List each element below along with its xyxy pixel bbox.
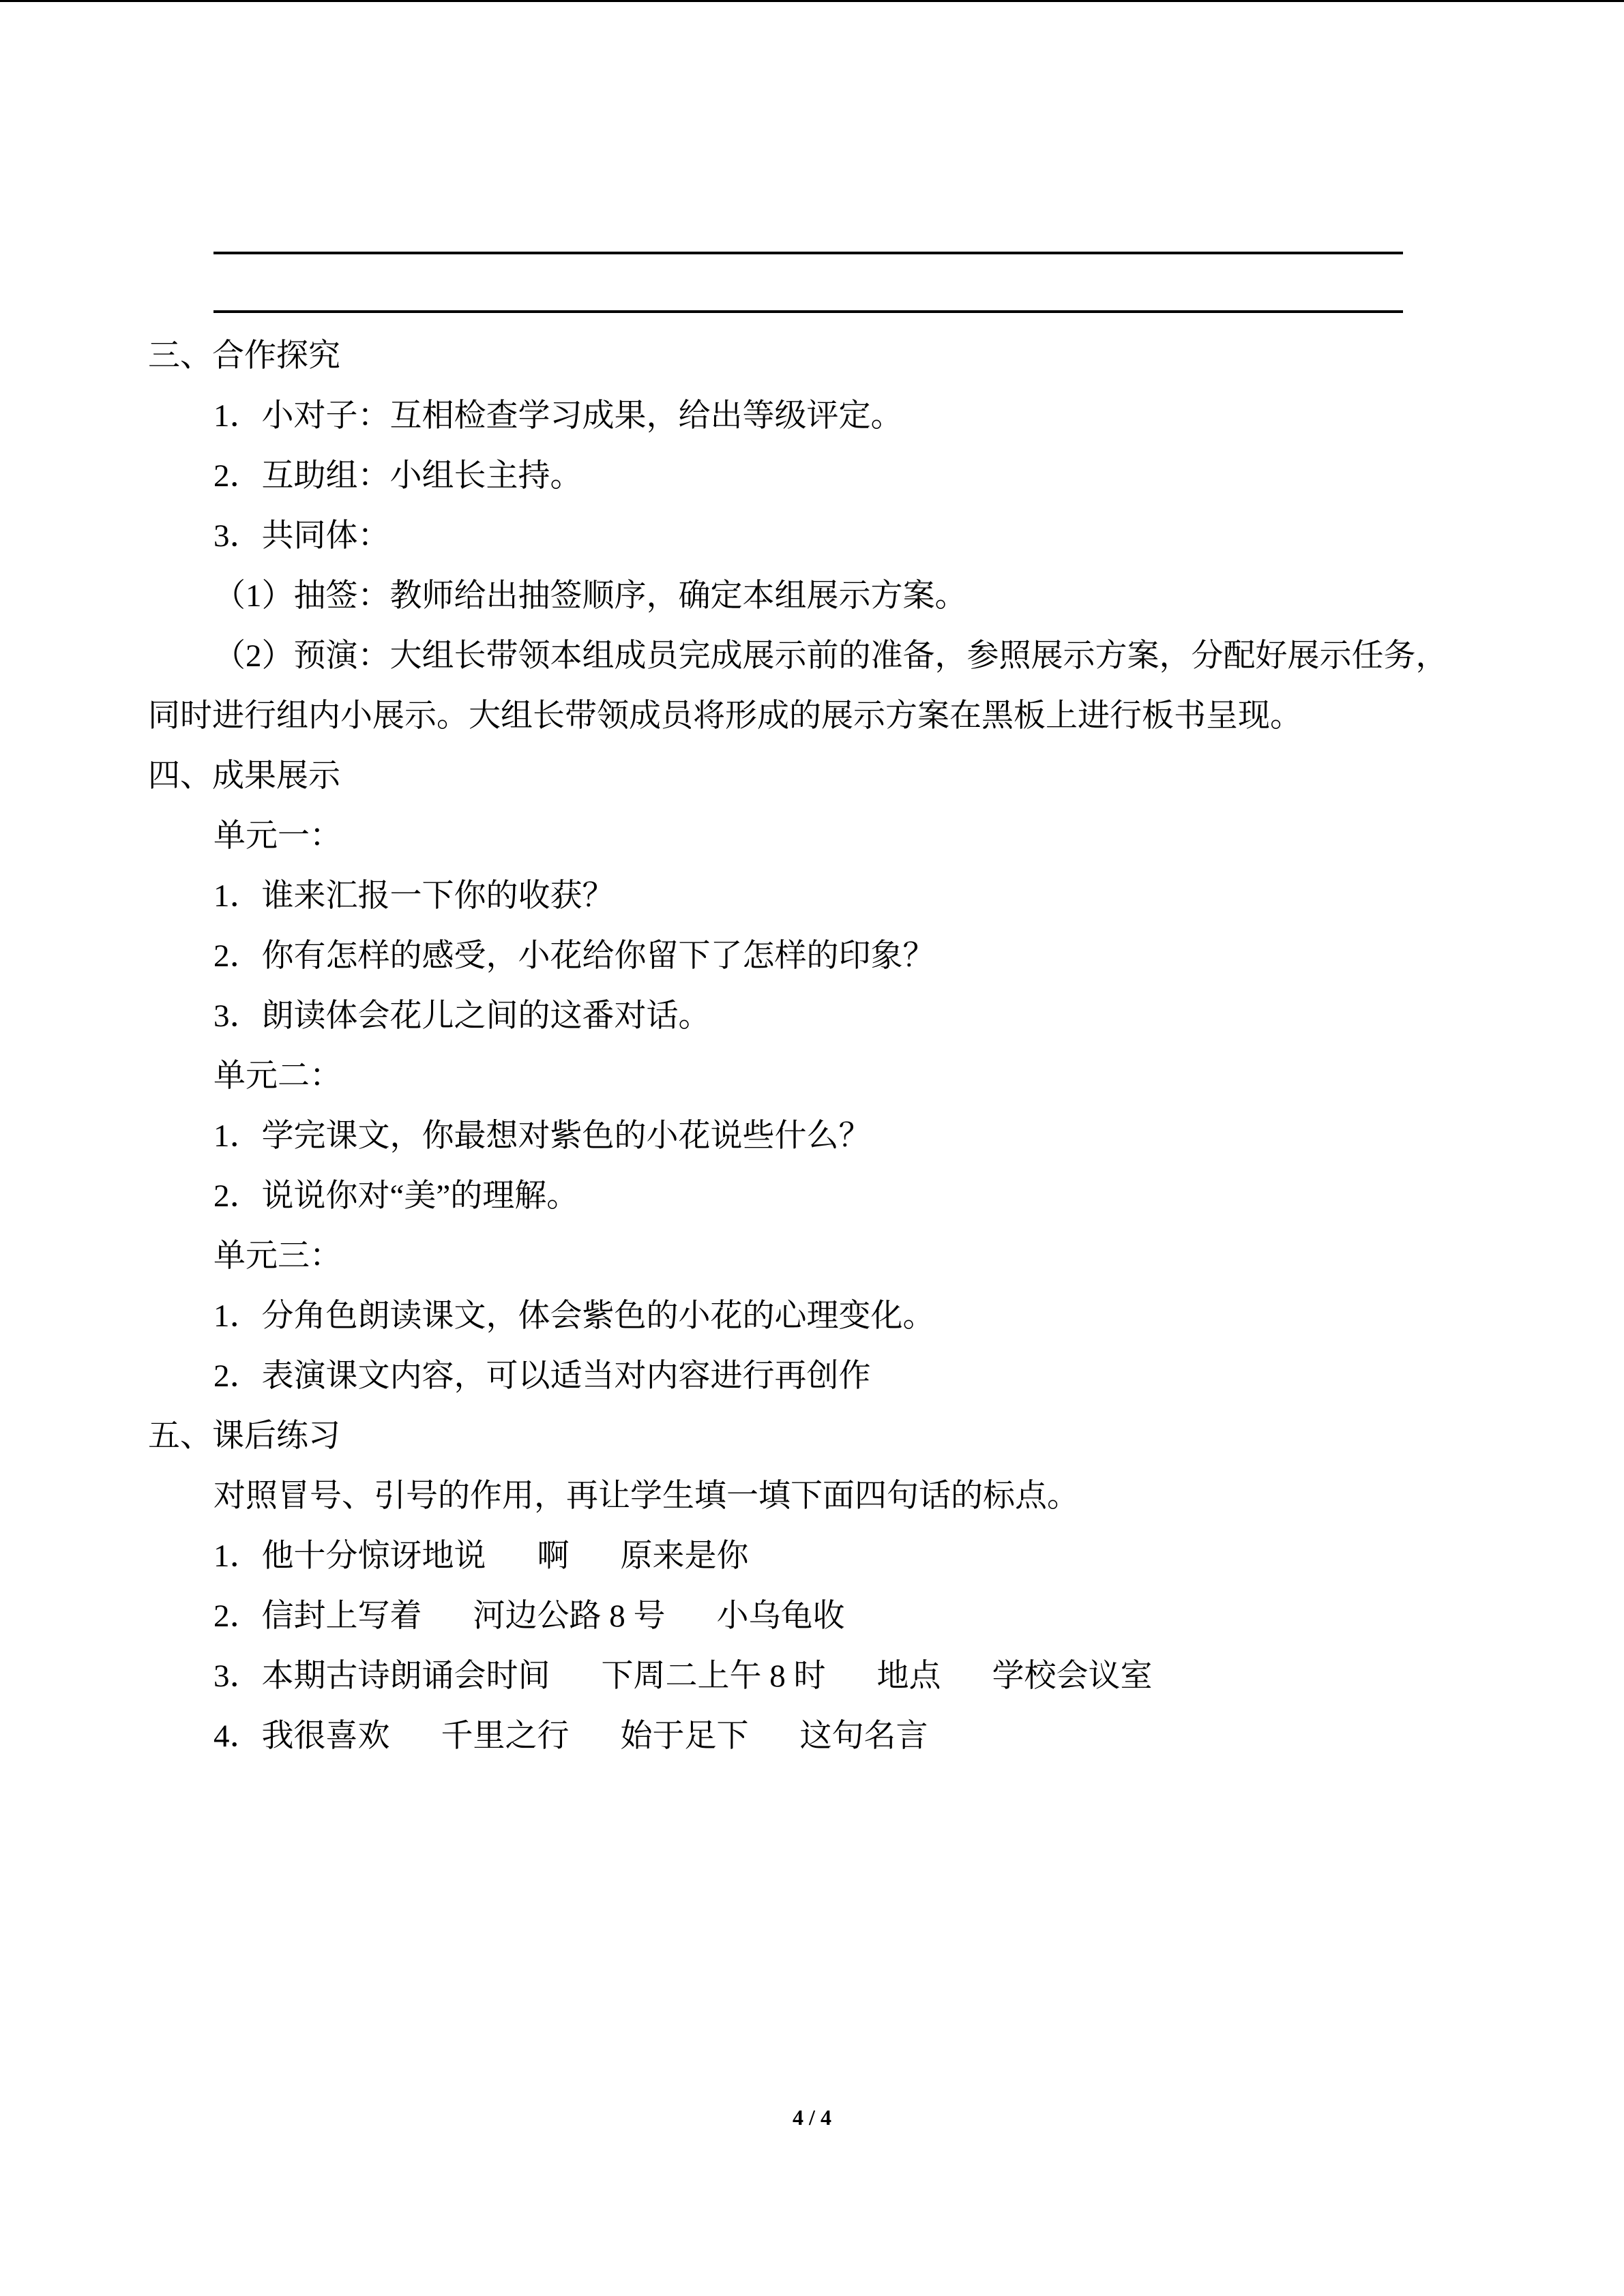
sentence-part: 河边公路 8 号	[473, 1598, 666, 1634]
sub-list-item: （1）抽签：教师给出抽签顺序，确定本组展示方案。	[213, 578, 967, 614]
unit-label: 单元三：	[213, 1238, 342, 1274]
sentence-part: 3．本期古诗朗诵会时间	[213, 1658, 550, 1694]
list-item: 1．小对子：互相检查学习成果，给出等级评定。	[213, 398, 903, 434]
page-number: 4 / 4	[793, 2105, 831, 2130]
document-body	[148, 326, 1464, 1766]
sentence-part: 小乌龟收	[716, 1598, 845, 1634]
list-item: 2．说说你对“美”的理解。	[213, 1178, 579, 1214]
list-item: 2．你有怎样的感受，小花给你留下了怎样的印象？	[213, 938, 935, 974]
unit-label: 单元二：	[213, 1058, 342, 1094]
list-item: 2．表演课文内容，可以适当对内容进行再创作	[213, 1358, 871, 1394]
list-item: 1．学完课文，你最想对紫色的小花说些什么？	[213, 1118, 871, 1154]
sentence-part: 2．信封上写着	[213, 1598, 422, 1634]
section-heading-results-presentation: 四、成果展示	[148, 758, 340, 794]
exercise-sentence	[148, 1646, 1464, 1706]
exercise-intro: 对照冒号、引号的作用，再让学生填一填下面四句话的标点。	[213, 1478, 1079, 1514]
sentence-part: 这句名言	[799, 1718, 928, 1754]
page-top-rule	[0, 0, 1624, 2]
sentence-part: 千里之行	[441, 1718, 570, 1754]
sentence-part: 原来是你	[620, 1538, 749, 1574]
exercise-sentence	[148, 1586, 1464, 1646]
exercise-sentence	[148, 1526, 1464, 1586]
list-item: 3．共同体：	[213, 518, 390, 554]
list-item: 3．朗读体会花儿之间的这番对话。	[213, 998, 711, 1034]
sentence-part: 啊	[537, 1538, 570, 1574]
section-heading-after-class-exercises: 五、课后练习	[148, 1418, 340, 1454]
unit-label: 单元一：	[213, 818, 342, 854]
sentence-part: 1．他十分惊讶地说	[213, 1538, 486, 1574]
sentence-part: 下周二上午 8 时	[601, 1658, 826, 1694]
sentence-part: 地点	[876, 1658, 941, 1694]
exercise-sentence	[148, 1706, 1464, 1766]
list-item: 2．互助组：小组长主持。	[213, 458, 582, 494]
sentence-part: 学校会议室	[992, 1658, 1153, 1694]
list-item: 1．分角色朗读课文，体会紫色的小花的心理变化。	[213, 1298, 935, 1334]
answer-line-2	[213, 310, 1403, 313]
sentence-part: 始于足下	[620, 1718, 749, 1754]
sub-list-item: （2）预演：大组长带领本组成员完成展示前的准备，参照展示方案，分配好展示任务，	[213, 638, 1448, 674]
section-heading-cooperative-inquiry: 三、合作探究	[148, 338, 340, 374]
sub-list-item-continuation: 同时进行组内小展示。大组长带领成员将形成的展示方案在黑板上进行板书呈现。	[148, 698, 1302, 734]
answer-line-1	[213, 252, 1403, 254]
sentence-part: 4．我很喜欢	[213, 1718, 390, 1754]
list-item: 1．谁来汇报一下你的收获？	[213, 878, 615, 914]
